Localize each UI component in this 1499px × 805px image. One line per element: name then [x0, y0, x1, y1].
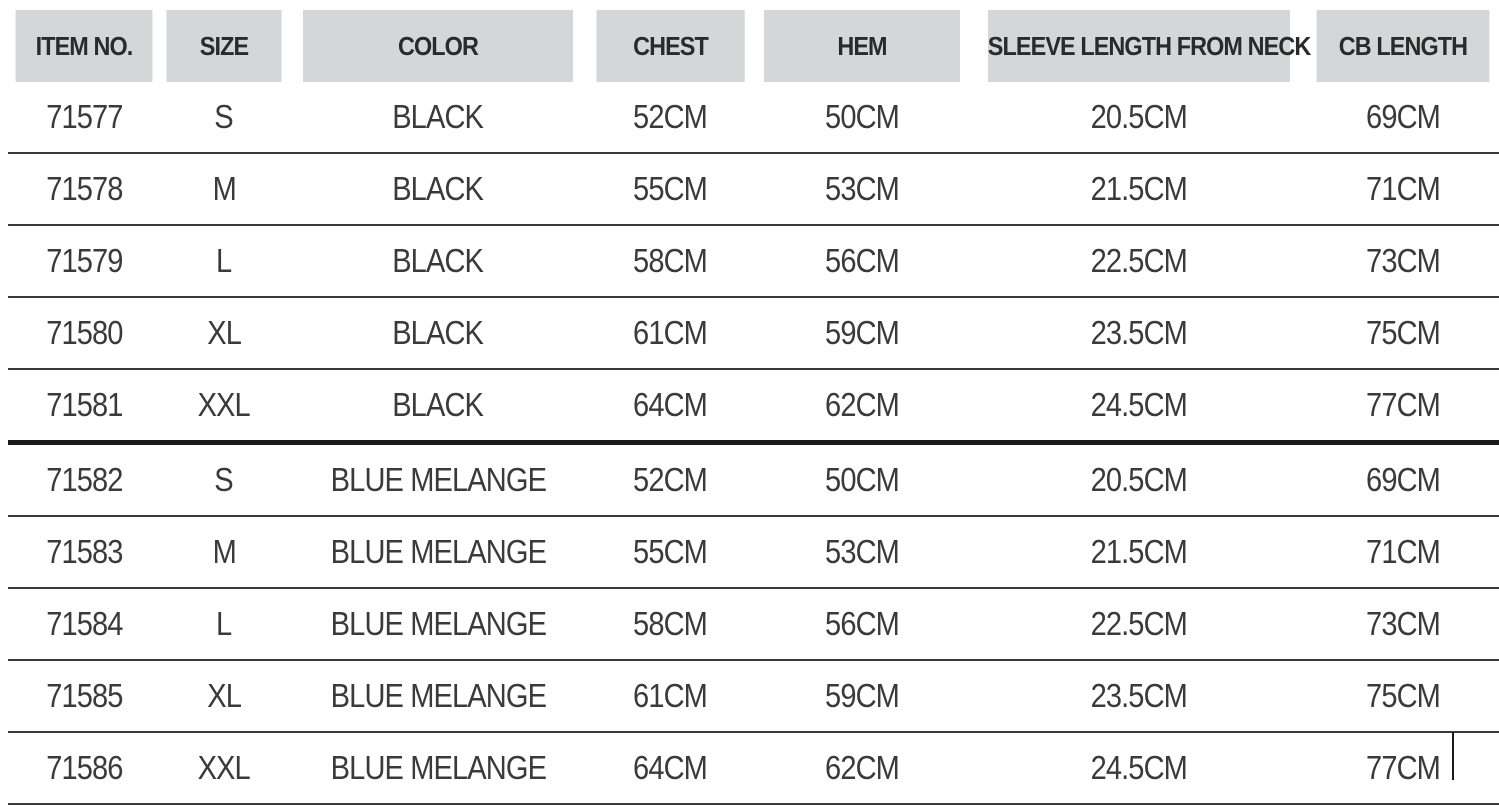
cell-text: BLUE MELANGE — [330, 605, 546, 642]
cell-text: 24.5CM — [1090, 749, 1188, 786]
header-color: COLOR — [303, 10, 573, 82]
cell-text: 61CM — [633, 677, 708, 714]
cell-chest — [588, 369, 753, 443]
cell-sleeve-length — [971, 588, 1307, 660]
cell-text: 71585 — [45, 677, 123, 714]
cell-text: BLACK — [392, 242, 484, 279]
cell-item-no — [8, 225, 160, 297]
cell-text: 62CM — [825, 386, 899, 423]
cell-color — [288, 153, 588, 225]
table-row — [8, 732, 1499, 804]
cell-text: 69CM — [1366, 461, 1440, 498]
cell-color — [288, 588, 588, 660]
cell-text: 56CM — [825, 605, 899, 642]
cell-chest — [588, 225, 753, 297]
cell-text: 50CM — [825, 461, 899, 498]
header-hem: HEM — [764, 10, 960, 82]
cell-text: BLACK — [392, 170, 484, 207]
cell-text: 23.5CM — [1090, 677, 1188, 714]
cell-text: 64CM — [633, 749, 708, 786]
cell-item-no — [8, 153, 160, 225]
header-sleeve-length: SLEEVE LENGTH FROM NECK — [988, 10, 1290, 82]
cell-text: 52CM — [633, 98, 708, 135]
cell-size — [160, 369, 288, 443]
cell-size — [160, 443, 288, 517]
cell-item-no — [8, 82, 160, 153]
cell-item-no — [8, 297, 160, 369]
cell-hem — [753, 660, 971, 732]
cell-text: 50CM — [825, 98, 899, 135]
cell-text: 21.5CM — [1090, 170, 1188, 207]
cell-text: 73CM — [1366, 605, 1440, 642]
cell-text: 53CM — [825, 170, 899, 207]
cell-text: 73CM — [1366, 242, 1440, 279]
cell-color — [288, 660, 588, 732]
table-row — [8, 660, 1499, 732]
cell-cb-length — [1307, 369, 1499, 443]
cell-item-no — [8, 369, 160, 443]
cell-text: 71584 — [45, 605, 123, 642]
cell-text: XL — [207, 677, 241, 714]
cell-text: XXL — [197, 386, 251, 423]
cell-text: 52CM — [633, 461, 708, 498]
header-cb-length: CB LENGTH — [1317, 10, 1490, 82]
cell-sleeve-length — [971, 443, 1307, 517]
cell-text: 56CM — [825, 242, 899, 279]
header-row — [8, 10, 1499, 82]
cell-text: M — [212, 170, 236, 207]
cell-text: XL — [207, 314, 241, 351]
cell-text: 71583 — [45, 533, 123, 570]
cell-text: 71577 — [45, 98, 123, 135]
cell-item-no — [8, 516, 160, 588]
cell-sleeve-length — [971, 516, 1307, 588]
cell-cb-length — [1307, 588, 1499, 660]
cell-size — [160, 153, 288, 225]
cell-size — [160, 225, 288, 297]
cell-text: BLACK — [392, 314, 484, 351]
cell-text: L — [216, 605, 232, 642]
cell-color — [288, 225, 588, 297]
size-chart-table — [8, 10, 1499, 805]
cell-color — [288, 516, 588, 588]
cell-cb-length — [1307, 153, 1499, 225]
cell-text: XXL — [197, 749, 251, 786]
cell-text: 55CM — [633, 533, 708, 570]
cell-text: 71581 — [45, 386, 123, 423]
cell-item-no — [8, 732, 160, 804]
cell-text: 22.5CM — [1090, 605, 1188, 642]
table-row — [8, 443, 1499, 517]
cell-chest — [588, 153, 753, 225]
cell-size — [160, 516, 288, 588]
header-chest: CHEST — [596, 10, 745, 82]
cell-text: 62CM — [825, 749, 899, 786]
cell-hem — [753, 225, 971, 297]
cell-text: S — [214, 98, 234, 135]
cell-chest — [588, 588, 753, 660]
cell-text: 22.5CM — [1090, 242, 1188, 279]
cell-text: 71580 — [45, 314, 123, 351]
cell-size — [160, 297, 288, 369]
table-row — [8, 82, 1499, 153]
cell-size — [160, 588, 288, 660]
cell-text: 55CM — [633, 170, 708, 207]
cell-hem — [753, 516, 971, 588]
cell-text: 71579 — [45, 242, 123, 279]
cell-sleeve-length — [971, 369, 1307, 443]
cell-cb-length — [1307, 82, 1499, 153]
table-row — [8, 153, 1499, 225]
table-body — [8, 82, 1499, 804]
cell-hem — [753, 732, 971, 804]
cell-text: 71CM — [1366, 170, 1440, 207]
cell-sleeve-length — [971, 297, 1307, 369]
header-size: SIZE — [166, 10, 281, 82]
cell-text: 53CM — [825, 533, 899, 570]
cell-size — [160, 732, 288, 804]
cell-text: 77CM — [1366, 749, 1440, 786]
cell-item-no — [8, 588, 160, 660]
cell-text: 71CM — [1366, 533, 1440, 570]
cell-text: 20.5CM — [1090, 98, 1188, 135]
cell-chest — [588, 516, 753, 588]
cell-sleeve-length — [971, 82, 1307, 153]
cell-text: 75CM — [1366, 314, 1440, 351]
cell-text: BLUE MELANGE — [330, 533, 546, 570]
cell-text: BLACK — [392, 98, 484, 135]
table-row — [8, 297, 1499, 369]
cell-text: 71586 — [45, 749, 123, 786]
cell-text: BLUE MELANGE — [330, 461, 546, 498]
cell-chest — [588, 732, 753, 804]
cell-hem — [753, 82, 971, 153]
cell-hem — [753, 588, 971, 660]
cell-cb-length — [1307, 443, 1499, 517]
cell-text: S — [214, 461, 234, 498]
cell-hem — [753, 369, 971, 443]
cell-chest — [588, 660, 753, 732]
table-row — [8, 225, 1499, 297]
cell-text: 58CM — [633, 605, 708, 642]
cell-item-no — [8, 443, 160, 517]
cell-text: 69CM — [1366, 98, 1440, 135]
cell-color — [288, 297, 588, 369]
text-cursor — [1452, 732, 1454, 780]
cell-cb-length — [1307, 732, 1499, 804]
cell-cb-length — [1307, 225, 1499, 297]
cell-sleeve-length — [971, 225, 1307, 297]
cell-text: BLUE MELANGE — [330, 749, 546, 786]
cell-sleeve-length — [971, 732, 1307, 804]
table-header — [8, 10, 1499, 82]
table-row — [8, 588, 1499, 660]
cell-text: M — [212, 533, 236, 570]
cell-chest — [588, 443, 753, 517]
table-row — [8, 516, 1499, 588]
cell-chest — [588, 82, 753, 153]
cell-text: 58CM — [633, 242, 708, 279]
cell-text: 71578 — [45, 170, 123, 207]
cell-color — [288, 369, 588, 443]
cell-sleeve-length — [971, 153, 1307, 225]
cell-text: 75CM — [1366, 677, 1440, 714]
cell-item-no — [8, 660, 160, 732]
cell-color — [288, 732, 588, 804]
header-item-no: ITEM NO. — [16, 10, 153, 82]
cell-text: 24.5CM — [1090, 386, 1188, 423]
cell-sleeve-length — [971, 660, 1307, 732]
cell-text: 21.5CM — [1090, 533, 1188, 570]
cell-text: 61CM — [633, 314, 708, 351]
cell-text: BLUE MELANGE — [330, 677, 546, 714]
cell-text: 20.5CM — [1090, 461, 1188, 498]
cell-hem — [753, 443, 971, 517]
cell-text: 59CM — [825, 314, 899, 351]
table-row — [8, 369, 1499, 443]
cell-hem — [753, 153, 971, 225]
cell-chest — [588, 297, 753, 369]
cell-text: 59CM — [825, 677, 899, 714]
cell-text: 77CM — [1366, 386, 1440, 423]
cell-size — [160, 82, 288, 153]
cell-cb-length — [1307, 660, 1499, 732]
cell-color — [288, 443, 588, 517]
cell-size — [160, 660, 288, 732]
cell-text: L — [216, 242, 232, 279]
cell-text: BLACK — [392, 386, 484, 423]
cell-cb-length — [1307, 297, 1499, 369]
cell-hem — [753, 297, 971, 369]
cell-text: 23.5CM — [1090, 314, 1188, 351]
cell-text: 64CM — [633, 386, 708, 423]
cell-text: 71582 — [45, 461, 123, 498]
cell-cb-length — [1307, 516, 1499, 588]
cell-color — [288, 82, 588, 153]
